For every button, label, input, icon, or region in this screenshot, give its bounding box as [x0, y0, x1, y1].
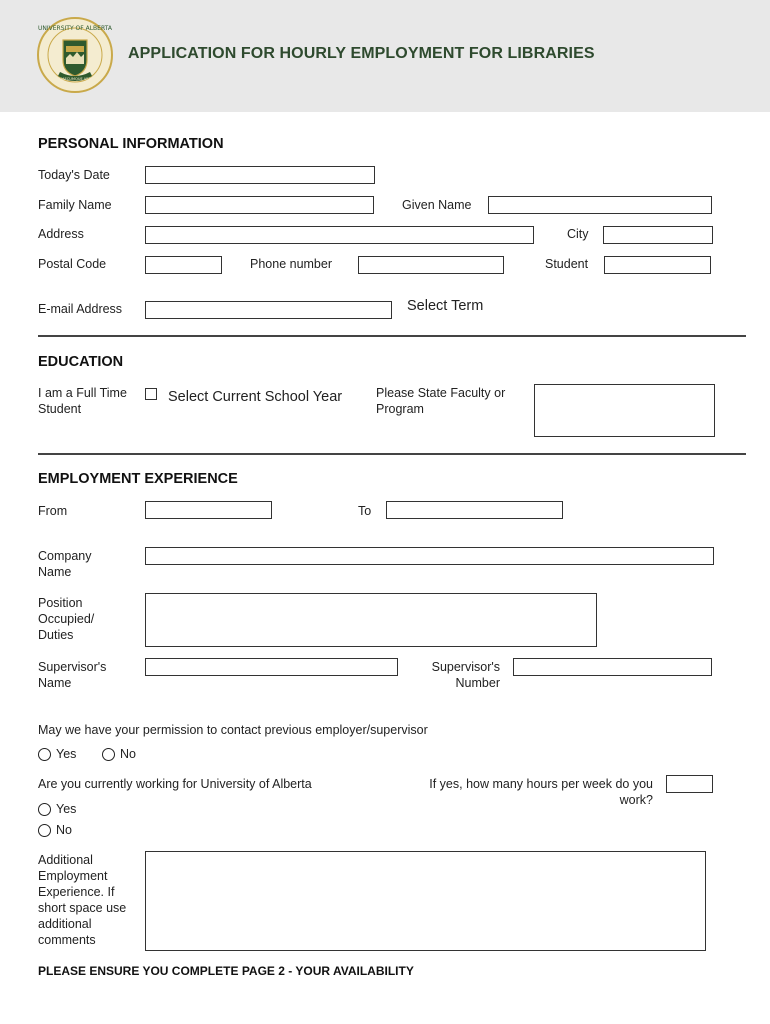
address-label: Address: [38, 227, 84, 241]
full-time-checkbox[interactable]: [145, 388, 157, 400]
city-label: City: [567, 227, 589, 241]
working-question: Are you currently working for University of Alberta: [38, 777, 312, 791]
family-name-field[interactable]: [145, 196, 374, 214]
permission-yes-label: Yes: [56, 747, 77, 761]
student-field[interactable]: [604, 256, 711, 274]
email-field[interactable]: [145, 301, 392, 319]
supervisor-number-label: Supervisor's Number: [431, 660, 500, 690]
section-heading-personal: PERSONAL INFORMATION: [38, 136, 224, 152]
supervisor-name-label: Supervisor's Name: [38, 660, 107, 690]
company-name-label: Company Name: [38, 549, 92, 579]
student-label: Student: [545, 257, 589, 271]
university-seal-icon: [36, 16, 114, 94]
working-yes-label: Yes: [56, 802, 77, 816]
permission-no-radio[interactable]: [102, 748, 115, 761]
faculty-field[interactable]: [534, 384, 715, 437]
to-label: To: [358, 504, 372, 518]
hours-question: If yes, how many hours per week do you work?: [429, 777, 653, 807]
page-title: APPLICATION FOR HOURLY EMPLOYMENT FOR LIBRARIES: [128, 45, 595, 62]
from-field[interactable]: [145, 501, 272, 519]
city-field[interactable]: [603, 226, 713, 244]
postal-code-label: Postal Code: [38, 257, 107, 271]
position-field[interactable]: [145, 593, 597, 647]
address-field[interactable]: [145, 226, 534, 244]
from-label: From: [38, 504, 68, 518]
postal-code-field[interactable]: [145, 256, 222, 274]
page-header: [0, 0, 770, 112]
hours-field[interactable]: [666, 775, 713, 793]
footer-note: PLEASE ENSURE YOU COMPLETE PAGE 2 - YOUR AVAILABILITY: [38, 964, 414, 978]
additional-experience-label: Additional Employment Experience. If short space use additional comments: [38, 853, 127, 947]
given-name-label: Given Name: [402, 198, 472, 212]
given-name-field[interactable]: [488, 196, 712, 214]
todays-date-label: Today's Date: [38, 168, 110, 182]
permission-question: May we have your permission to contact previous employer/supervisor: [38, 723, 428, 737]
faculty-label: Please State Faculty or Program: [376, 386, 506, 416]
position-label: Position Occupied/ Duties: [38, 596, 95, 642]
phone-field[interactable]: [358, 256, 504, 274]
company-name-field[interactable]: [145, 547, 714, 565]
school-year-dropdown[interactable]: Select Current School Year: [168, 389, 343, 405]
phone-label: Phone number: [250, 257, 333, 271]
to-field[interactable]: [386, 501, 563, 519]
todays-date-field[interactable]: [145, 166, 375, 184]
seal-motto-text: QUAECUMQUE VERA: [56, 77, 94, 81]
working-no-radio[interactable]: [38, 824, 51, 837]
seal-name-text: UNIVERSITY OF ALBERTA: [37, 25, 113, 32]
select-term-dropdown[interactable]: Select Term: [407, 298, 484, 314]
section-divider: [38, 335, 746, 337]
section-divider: [38, 453, 746, 455]
working-yes-radio[interactable]: [38, 803, 51, 816]
full-time-label: I am a Full Time Student: [38, 386, 127, 416]
family-name-label: Family Name: [38, 198, 112, 212]
section-heading-employment: EMPLOYMENT EXPERIENCE: [38, 471, 238, 487]
section-heading-education: EDUCATION: [38, 354, 124, 370]
permission-yes-radio[interactable]: [38, 748, 51, 761]
working-no-label: No: [56, 823, 72, 837]
supervisor-name-field[interactable]: [145, 658, 398, 676]
permission-no-label: No: [120, 747, 136, 761]
supervisor-number-field[interactable]: [513, 658, 712, 676]
email-label: E-mail Address: [38, 302, 123, 316]
additional-experience-field[interactable]: [145, 851, 706, 951]
